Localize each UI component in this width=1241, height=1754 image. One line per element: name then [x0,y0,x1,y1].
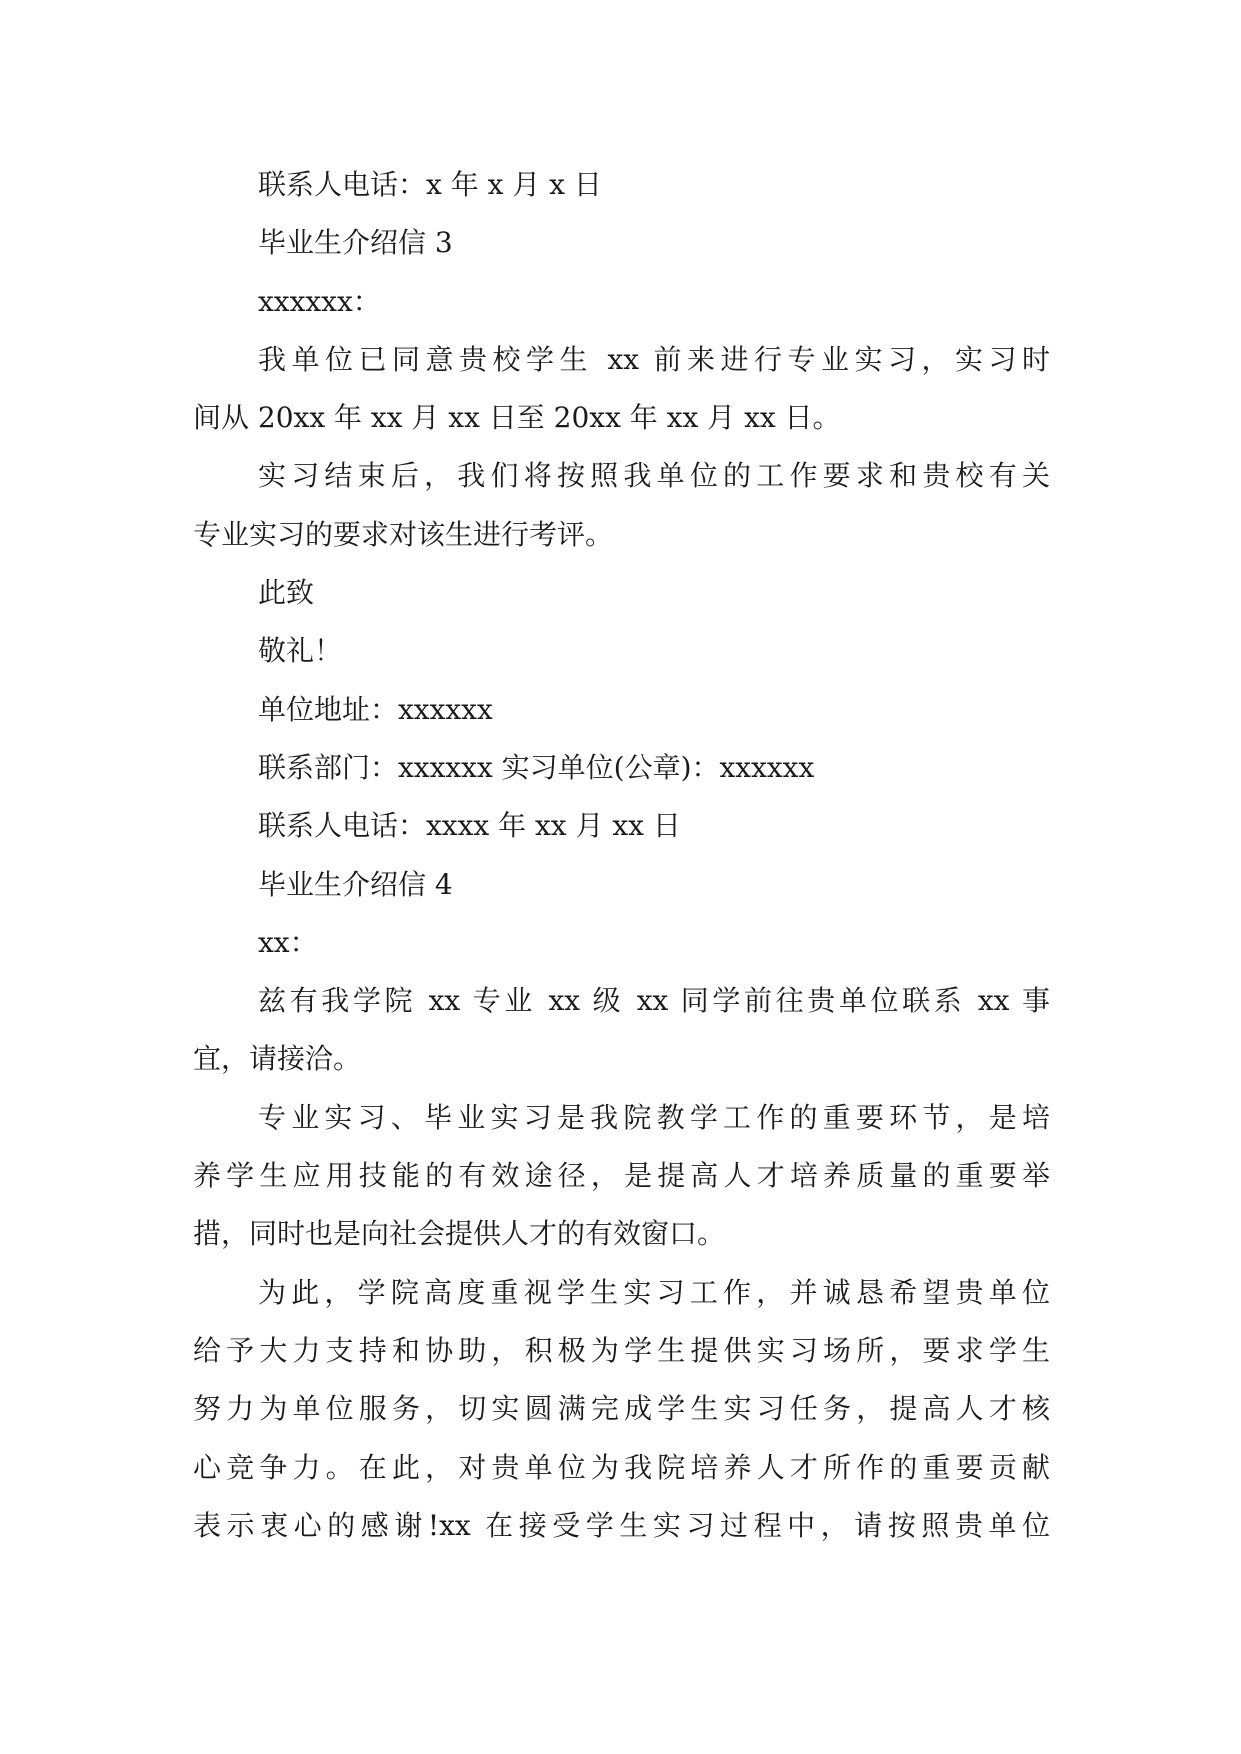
body-line: 努力为单位服务，切实圆满完成学生实习任务，提高人才核 [193,1392,1050,1426]
body-line: 实习结束后，我们将按照我单位的工作要求和贵校有关 [258,459,1050,493]
body-line: 心竞争力。在此，对贵单位为我院培养人才所作的重要贡献 [193,1450,1050,1484]
unit-address: 单位地址：xxxxxx [258,692,493,726]
closing-line: 此致 [258,576,315,610]
body-line: 宜，请接洽。 [193,1042,362,1076]
body-line: 为此，学院高度重视学生实习工作，并诚恳希望贵单位 [258,1275,1050,1309]
body-line: 养学生应用技能的有效途径，是提高人才培养质量的重要举 [193,1159,1050,1193]
body-line: 兹有我学院 xx 专业 xx 级 xx 同学前往贵单位联系 xx 事 [258,984,1050,1018]
letter-title: 毕业生介绍信 4 [258,867,453,901]
document-body [193,156,1050,1555]
body-line: 专业实习的要求对该生进行考评。 [193,517,614,551]
body-line: 给予大力支持和协助，积极为学生提供实习场所，要求学生 [193,1333,1050,1367]
body-line: 措，同时也是向社会提供人才的有效窗口。 [193,1217,726,1251]
letter-title: 毕业生介绍信 3 [258,226,453,260]
contact-department: 联系部门：xxxxxx 实习单位(公章)：xxxxxx [258,750,815,784]
sign-off: 敬礼！ [258,634,343,668]
body-line: 表示衷心的感谢!xx 在接受学生实习过程中，请按照贵单位 [193,1508,1050,1542]
body-line: 我单位已同意贵校学生 xx 前来进行专业实习，实习时 [258,342,1050,376]
contact-phone-line: 联系人电话：xxxx 年 xx 月 xx 日 [258,809,681,843]
contact-phone-line: 联系人电话：x 年 x 月 x 日 [258,168,602,201]
body-line: 专业实习、毕业实习是我院教学工作的重要环节，是培 [258,1100,1050,1134]
body-line: 间从 20xx 年 xx 月 xx 日至 20xx 年 xx 月 xx 日。 [193,401,841,435]
salutation: xxxxxx： [258,284,381,318]
salutation: xx： [258,925,318,959]
